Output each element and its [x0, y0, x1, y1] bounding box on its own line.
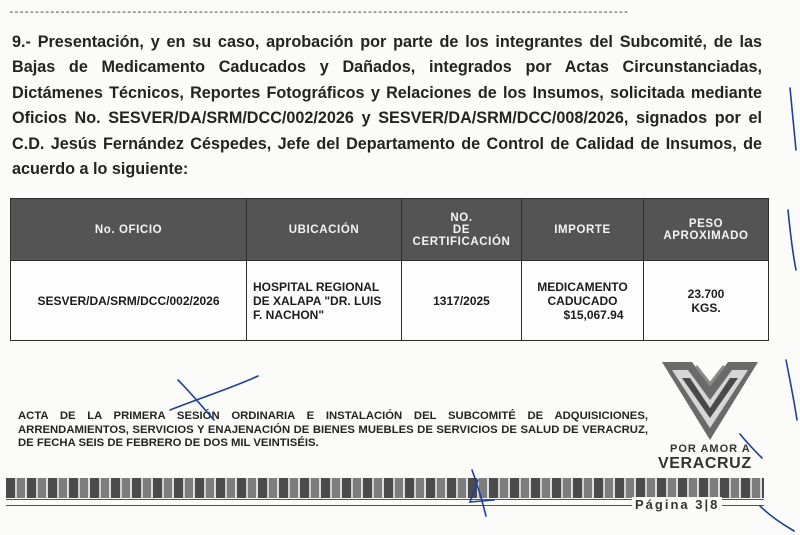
logo-tagline: POR AMOR A	[670, 443, 751, 455]
header-certificacion: NO. DE CERTIFICACIÓN	[402, 199, 522, 261]
cell-peso: 23.700 KGS.	[644, 261, 769, 341]
page-number: Página 3|8	[632, 497, 722, 512]
table-row	[11, 261, 769, 341]
decorative-band	[6, 478, 764, 498]
agenda-item-paragraph: 9.- Presentación, y en su caso, aprobación por parte de los integrantes del Subcomité, de las Bajas de Medicamento Caducados y Dañados, integrados por Actas Circunstanciadas, Dictámenes Técnicos, Reportes Fotográficos y Relaciones de los Insumos, solicitada mediante Oficios No. SESVER/DA/SRM/DCC/002/2026 y SESVER/DA/SRM/DCC/008/2026, signados por el C.D. Jesús Fernández Céspedes, Jefe del Departamento de Control de Calidad de Insumos, de acuerdo a lo siguiente:	[12, 33, 762, 179]
medication-table	[10, 198, 769, 341]
header-peso: PESO APROXIMADO	[644, 199, 769, 261]
cell-importe: MEDICAMENTO CADUCADO $15,067.94	[522, 261, 644, 341]
logo-wordmark: VERACRUZ	[658, 455, 752, 472]
header-importe: IMPORTE	[522, 199, 644, 261]
cell-oficio: SESVER/DA/SRM/DCC/002/2026	[11, 261, 247, 341]
veracruz-logo-icon	[658, 352, 762, 442]
cell-ubicacion: HOSPITAL REGIONAL DE XALAPA "DR. LUIS F. NACHON"	[247, 261, 402, 341]
header-oficio: No. OFICIO	[11, 199, 247, 261]
cell-certificacion: 1317/2025	[402, 261, 522, 341]
header-ubicacion: UBICACIÓN	[247, 199, 402, 261]
table-header-row	[11, 199, 769, 261]
top-separator: -------------------------------------------------------------------------------------------------------------------------	[8, 6, 628, 18]
footer-acta-text: ACTA DE LA PRIMERA SESIÓN ORDINARIA E INSTALACIÓN DEL SUBCOMITÉ DE ADQUISICIONES, ARRENDAMIENTOS, SERVICIOS Y ENAJENACIÓN DE BIENES MUEBLES DE SERVICIOS DE SALUD DE VERACRUZ, DE FECHA SEIS DE FEBRERO DE DOS MIL VEINTISÉIS.	[18, 410, 648, 450]
